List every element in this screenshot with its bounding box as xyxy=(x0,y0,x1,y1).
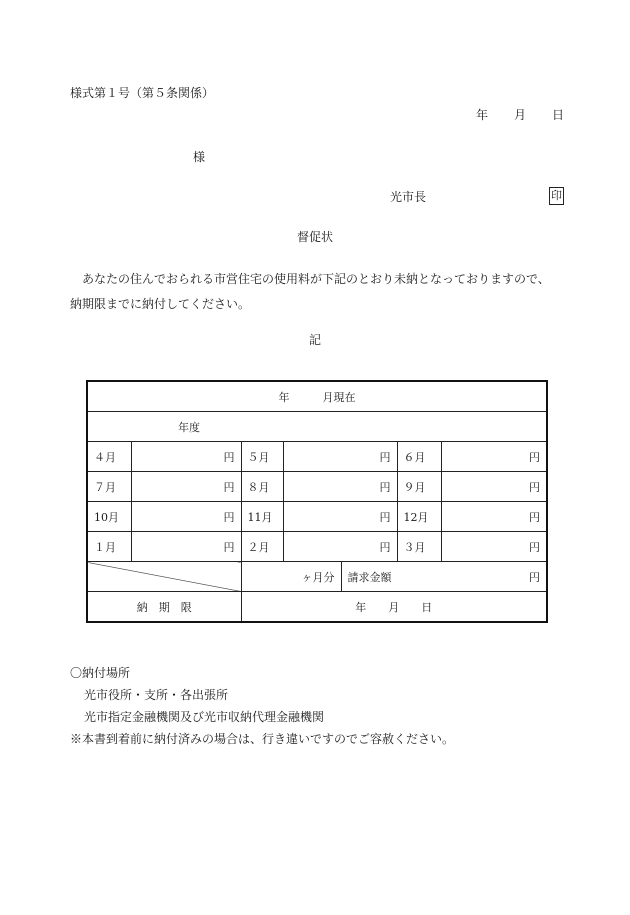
month-label: １月 xyxy=(87,532,131,562)
month-label: ６月 xyxy=(397,442,441,472)
month-amount: 円 xyxy=(131,472,241,502)
as-of-cell: 年 月現在 xyxy=(87,381,547,412)
due-date-cell: 年 月 日 xyxy=(241,592,547,623)
ki-heading: 記 xyxy=(308,333,321,347)
notes-section xyxy=(70,662,590,750)
body-line-1: あなたの住んでおられる市営住宅の使用料が下記のとおり未納となっておりますので、 xyxy=(70,272,550,286)
month-label: ９月 xyxy=(397,472,441,502)
month-label: ４月 xyxy=(87,442,131,472)
billing-unit: 円 xyxy=(529,570,540,584)
month-amount: 円 xyxy=(283,502,397,532)
months-count-cell: ヶ月分 xyxy=(241,562,341,592)
diagonal-blank-cell xyxy=(87,562,241,592)
seal-stamp: 印 xyxy=(549,187,564,205)
body-line-2: 納期限までに納付してください。 xyxy=(70,297,251,311)
month-amount: 円 xyxy=(441,502,547,532)
month-amount: 円 xyxy=(441,442,547,472)
billing-amount-cell xyxy=(341,562,547,592)
due-label-cell: 納 期 限 xyxy=(87,592,241,623)
recipient-suffix: 様 xyxy=(193,150,206,164)
month-amount: 円 xyxy=(283,532,397,562)
payment-place-heading: 〇納付場所 xyxy=(70,666,131,680)
month-amount: 円 xyxy=(131,502,241,532)
body-text xyxy=(70,267,570,317)
month-label: 11月 xyxy=(241,502,283,532)
fee-table xyxy=(86,380,548,623)
month-amount: 円 xyxy=(441,472,547,502)
issuer-name: 光市長 xyxy=(390,190,427,204)
month-label: 12月 xyxy=(397,502,441,532)
fiscal-year-cell: 年度 xyxy=(87,412,547,442)
month-amount: 円 xyxy=(283,472,397,502)
remark-note: ※本書到着前に納付済みの場合は、行き違いですのでご容赦ください。 xyxy=(70,732,455,746)
form-number: 様式第１号（第５条関係） xyxy=(70,86,215,100)
month-row xyxy=(87,472,547,502)
payment-place-item: 光市役所・支所・各出張所 xyxy=(84,688,229,702)
month-label: ７月 xyxy=(87,472,131,502)
month-row xyxy=(87,502,547,532)
document-title: 督促状 xyxy=(296,230,333,244)
date-year: 年 xyxy=(476,108,489,122)
month-label: ３月 xyxy=(397,532,441,562)
month-row xyxy=(87,532,547,562)
billing-label: 請求金額 xyxy=(347,570,392,584)
month-amount: 円 xyxy=(441,532,547,562)
month-amount: 円 xyxy=(131,442,241,472)
date-day: 日 xyxy=(552,108,565,122)
payment-place-item: 光市指定金融機関及び光市収納代理金融機関 xyxy=(84,710,325,724)
date-month: 月 xyxy=(514,108,527,122)
month-amount: 円 xyxy=(131,532,241,562)
month-label: ２月 xyxy=(241,532,283,562)
month-amount: 円 xyxy=(283,442,397,472)
month-row xyxy=(87,442,547,472)
month-label: ８月 xyxy=(241,472,283,502)
month-label: ５月 xyxy=(241,442,283,472)
month-label: 10月 xyxy=(87,502,131,532)
issue-date xyxy=(476,108,564,122)
